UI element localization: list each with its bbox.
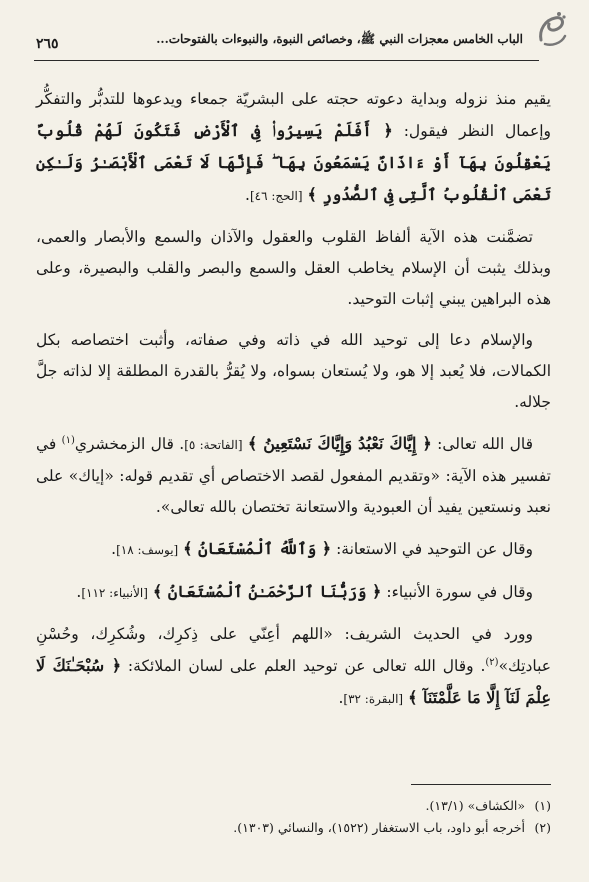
paragraph-5	[36, 533, 551, 566]
paragraph-text: في تفسير هذه الآية: «وتقديم المفعول لقصد الاختصاص أي تقديم قوله: «إياك» على نعبد ونستعين يفيد أن العبودية والاستعانة تختصان بالله تعالى».	[36, 435, 551, 516]
verse-reference: [الأنبياء: ١١٢]	[81, 586, 148, 600]
paragraph-4	[36, 428, 551, 523]
paragraph-text: وقال عن التوحيد في الاستعانة:	[331, 540, 533, 558]
main-text	[36, 84, 551, 725]
footnote-text: «الكشاف» (١٣/١).	[425, 798, 526, 813]
footnote-divider	[411, 784, 551, 785]
paragraph-end: .	[111, 540, 117, 558]
paragraph-6	[36, 576, 551, 609]
quran-verse: ﴿ سُبْحَـٰنَكَ لَا عِلْمَ لَنَآ إِلَّا مَا عَلَّمْتَنَآ ﴾	[36, 656, 551, 707]
footnote-2	[36, 817, 551, 839]
paragraph-7	[36, 619, 551, 715]
paragraph-text: . قال الزمخشري	[74, 435, 185, 453]
verse-reference: [يوسف: ١٨]	[116, 543, 179, 557]
quran-verse: ﴿ إِيَّاكَ نَعْبُدُ وَإِيَّاكَ نَسْتَعِينُ ﴾	[247, 434, 432, 453]
quran-verse: ﴿ وَرَبُّنَا ٱلرَّحْمَـٰنُ ٱلْمُسْتَعَانُ ﴾	[152, 582, 382, 601]
paragraph-1	[36, 84, 551, 212]
footnote-marker[interactable]: (١)	[61, 434, 75, 446]
paragraph-text: وقال في سورة الأنبياء:	[381, 583, 533, 601]
page-header	[20, 10, 569, 50]
footnote-1	[36, 795, 551, 817]
paragraph-end: .	[76, 583, 82, 601]
footnote-number: (١)	[534, 798, 551, 813]
paragraph-2: تضمَّنت هذه الآية ألفاظ القلوب والعقول والآذان والسمع والأبصار والعمى، وبذلك يثبت أن الإسلام يخاطب العقل والسمع والبصر والقلب والبصيرة، وعلى هذه البراهين يبني إثبات التوحيد.	[36, 228, 551, 308]
paragraph-text: وورد في الحديث الشريف: «اللهم أعِنّي على ذِكرِك، وشُكرِك، وحُسْنِ عبادتِك»	[36, 625, 551, 675]
paragraph-text: يقيم منذ نزوله وبداية دعوته حجته على البشريّة جمعاء ويدعوها للتدبُّر والتفكُّر وإعمال النظر فيقول:	[36, 90, 551, 140]
footnote-number: (٢)	[534, 820, 551, 835]
verse-reference: [البقرة: ٣٢]	[343, 692, 404, 706]
quran-verse: ﴿ وَٱللَّهُ ٱلْمُسْتَعَانُ ﴾	[183, 539, 332, 558]
publisher-logo-icon	[535, 10, 569, 48]
paragraph-text: قال الله تعالى:	[431, 435, 533, 453]
paragraph-end: .	[245, 186, 250, 204]
paragraph-end: .	[338, 689, 344, 707]
page-number: ٢٦٥	[36, 36, 59, 52]
verse-reference: [الحج: ٤٦]	[249, 189, 303, 203]
chapter-running-title: الباب الخامس معجزات النبي ﷺ، وخصائص النبوة، والنبوءات بالفتوحات...	[156, 32, 523, 46]
verse-reference: [الفاتحة: ٥]	[184, 438, 243, 452]
paragraph-3: والإسلام دعا إلى توحيد الله في ذاته وفي صفاته، وأثبت اختصاصه بكل الكمالات، فلا يُعبد إلا هو، ولا يُستعان بسواه، ولا يُقرُّ بالقدرة المطلقة إلا لذاته جلَّ جلاله.	[36, 331, 551, 411]
footnote-text: أخرجه أبو داود، باب الاستغفار (١٥٢٢)، والنسائي (١٣٠٣).	[233, 820, 526, 835]
quran-verse: ﴿ أَفَلَمْ يَسِيرُوا۟ فِى ٱلْأَرْضِ فَتَكُونَ لَهُمْ قُلُوبٌ يَعْقِلُونَ بِهَآ أَوْ ءَاذَانٌ يَسْمَعُونَ بِهَا ۖ فَإِنَّهَا لَا تَعْمَى ٱلْأَبْصَـٰرُ وَلَـٰكِن تَعْمَى ٱلْقُلُوبُ ٱلَّتِى فِى ٱلصُّدُورِ ﴾	[36, 121, 551, 204]
paragraph-text: . وقال الله تعالى عن توحيد العلم على لسان الملائكة:	[121, 657, 486, 675]
footnote-marker[interactable]: (٢)	[485, 656, 499, 668]
header-divider	[34, 60, 539, 61]
footnotes	[36, 795, 551, 839]
